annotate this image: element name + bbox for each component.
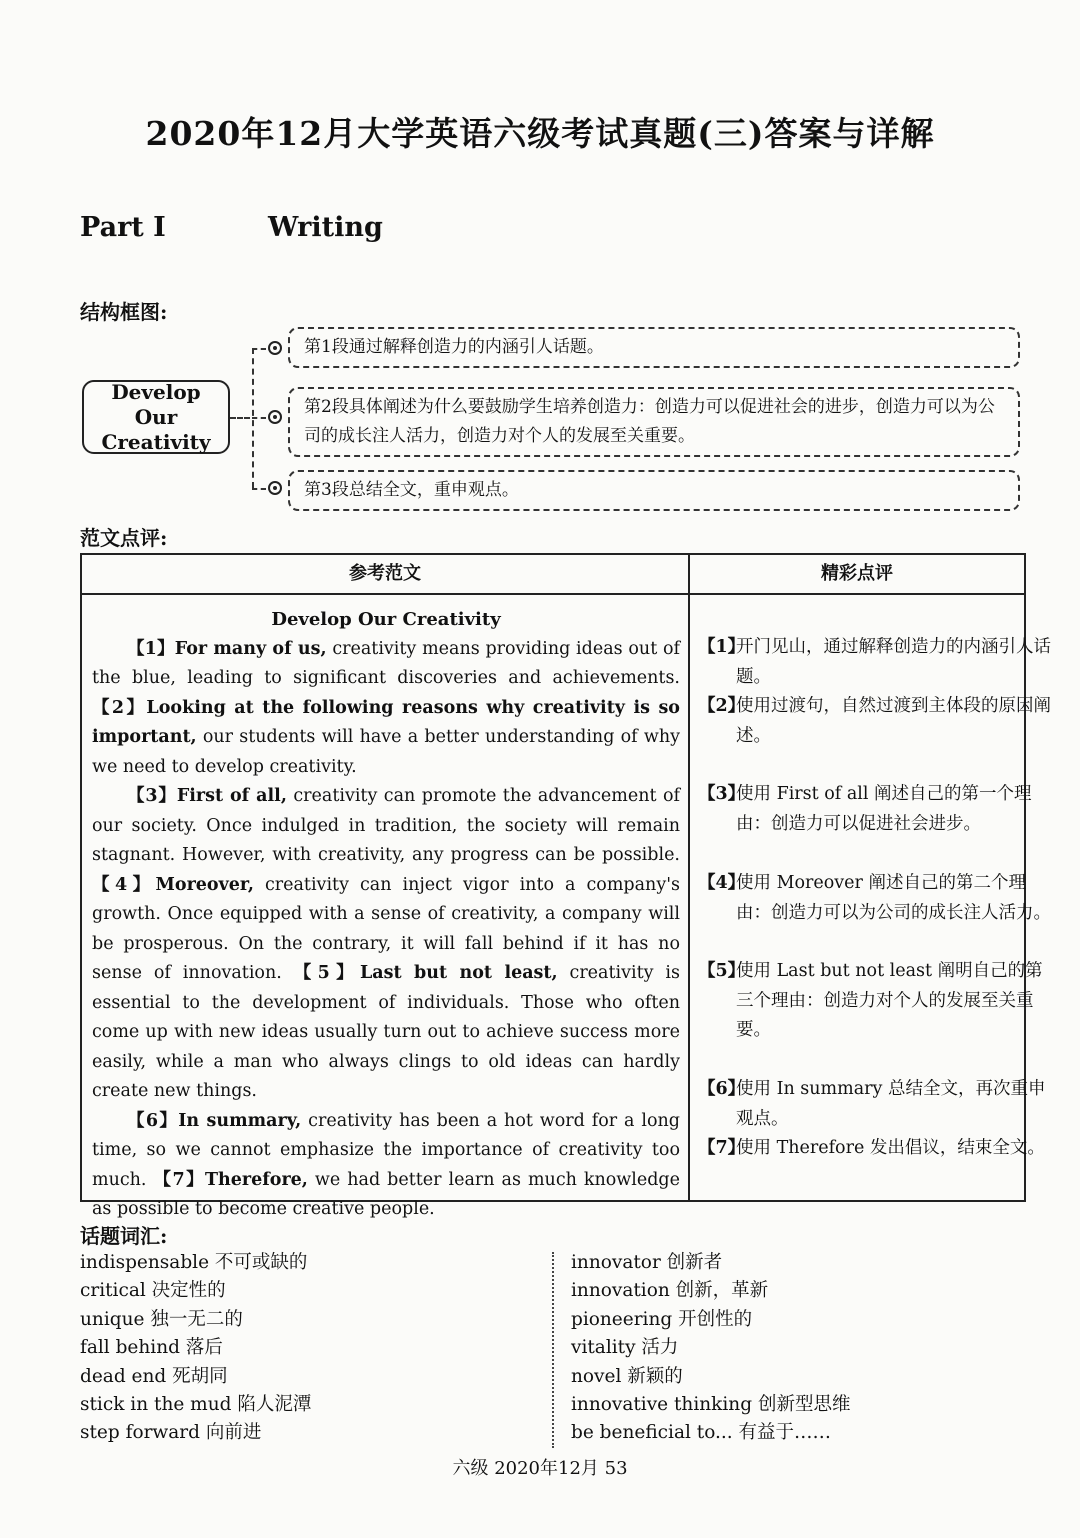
vocab-item: fall behind 落后 (80, 1337, 223, 1359)
vocab-item: indispensable 不可或缺的 (80, 1252, 308, 1273)
connector (252, 488, 266, 490)
essay-paragraph (92, 782, 680, 1107)
vocab-item: step forward 向前进 (80, 1422, 262, 1444)
essay-text: we had better learn as much knowledge as possible to become creative people. (92, 1169, 680, 1219)
vocab-item: critical 决定性的 (80, 1280, 226, 1302)
sentence-marker: 【5】 (293, 963, 360, 983)
vocab-item: innovative thinking 创新型思维 (571, 1394, 851, 1416)
table-header-row (82, 555, 1024, 595)
highlighted-phrase: First of all, (176, 786, 287, 806)
essay-table (80, 553, 1051, 1219)
part-label: Part Ⅰ (80, 212, 166, 243)
highlighted-phrase: For many of us, (174, 638, 327, 659)
comment-item (698, 692, 1056, 751)
connector (230, 417, 250, 419)
essay-text: creativity is essential to the development of individuals. Those who often come up with new ideas usually turn out to achieve success more easily, while a man who always clings to old ideas can hardly create new things. (92, 963, 681, 1101)
branch-node (268, 410, 282, 424)
sentence-marker: 【3】 (127, 786, 177, 806)
comment-item (698, 869, 1056, 928)
comment-column-header: 精彩点评 (821, 563, 893, 584)
vocab-label: 话题词汇: (80, 1224, 168, 1248)
essay-body (92, 635, 680, 1225)
comment-text: 使用 Moreover 阐述自己的第二个理由：创造力可以为公司的成长注人活力。 (736, 873, 1051, 923)
comment-text: 开门见山，通过解释创造力的内涵引人话题。 (736, 637, 1051, 687)
sentence-marker: 【7】 (153, 1169, 206, 1190)
column-divider (688, 555, 690, 1200)
root-node: Develop Our Creativity (82, 380, 230, 454)
highlighted-phrase: Last but not least, (359, 963, 558, 983)
sentence-marker: 【2】 (92, 697, 147, 718)
comment-item (698, 1075, 1056, 1134)
essay-title: Develop Our Creativity (271, 609, 501, 630)
comment-item (698, 957, 1056, 1046)
paragraph-1-box: 第1段通过解释创造力的内涵引人话题。 (288, 327, 1020, 368)
branch-node (268, 481, 282, 495)
paragraph-2-box: 第2段具体阐述为什么要鼓励学生培养创造力：创造力可以促进社会的进步，创造力可以为公司的成长注人活力，创造力对个人的发展至关重要。 (288, 387, 1020, 457)
comment-text: 使用 Therefore 发出倡议，结束全文。 (736, 1138, 1045, 1158)
branch-node (268, 341, 282, 355)
essay-text: creativity has been a hot word for a long time, so we cannot emphasize the importance of creativity too much. (92, 1110, 680, 1190)
comment-number: 【6】 (698, 1079, 746, 1099)
essay-text: our students will have a better understanding of why we need to develop creativity. (92, 727, 680, 777)
comment-number: 【7】 (698, 1138, 746, 1158)
comment-number: 【2】 (698, 696, 746, 716)
vocab-item: novel 新颖的 (571, 1365, 683, 1387)
sentence-marker: 【1】 (127, 638, 175, 659)
sentence-marker: 【6】 (127, 1110, 179, 1131)
highlighted-phrase: Moreover, (155, 874, 254, 895)
connector (252, 348, 266, 350)
comment-text: 使用 Last but not least 阐明自己的第三个理由：创造力对个人的发展至关重要。 (736, 961, 1043, 1040)
vocab-list-left (80, 1249, 311, 1448)
vocab-item: unique 独一无二的 (80, 1308, 243, 1330)
comment-item (698, 633, 1056, 692)
comment-text: 使用 In summary 总结全文，再次重申观点。 (736, 1079, 1046, 1129)
highlighted-phrase: Therefore, (205, 1169, 308, 1190)
page-footer: 六级 2020年12月 53 (452, 1458, 628, 1479)
vocab-item: dead end 死胡同 (80, 1365, 228, 1387)
comment-text: 使用 First of all 阐述自己的第一个理由：创造力可以促进社会进步。 (736, 784, 1032, 834)
vocab-list-right (571, 1249, 850, 1448)
essay-text: creativity means providing ideas out of the blue, leading to significant discoveries and achievements. (92, 638, 680, 688)
essay-paragraph (92, 635, 680, 783)
comment-item (698, 780, 1056, 839)
review-label: 范文点评: (80, 526, 168, 550)
vocab-item: pioneering 开创性的 (571, 1308, 753, 1330)
vocab-item: be beneficial to... 有益于…… (571, 1422, 832, 1444)
essay-column-header: 参考范文 (349, 563, 421, 584)
essay-text: creativity can inject vigor into a company's growth. Once equipped with a sense of creativity, a company will be prosperous. On the contrary, it will fall behind if it has no sense of innovation. (92, 874, 680, 983)
comment-item (698, 1134, 1056, 1164)
essay-column (92, 605, 680, 1225)
paragraph-3-box: 第3段总结全文，重申观点。 (288, 470, 1020, 511)
vocab-separator (552, 1252, 554, 1448)
vocab-item: innovator 创新者 (571, 1252, 723, 1273)
comment-number: 【1】 (698, 637, 746, 657)
page-title: 2020年12月大学英语六级考试真题(三)答案与详解 (145, 114, 935, 153)
comment-number: 【4】 (698, 873, 746, 893)
comment-number: 【5】 (698, 961, 746, 981)
vocab-item: innovation 创新，革新 (571, 1280, 769, 1302)
connector (252, 417, 266, 419)
vocab-item: vitality 活力 (571, 1337, 679, 1359)
comment-number: 【3】 (698, 784, 746, 804)
structure-label: 结构框图: (80, 300, 168, 324)
essay-paragraph (92, 1107, 680, 1225)
vocab-item: stick in the mud 陷人泥潭 (80, 1394, 312, 1416)
highlighted-phrase: In summary, (178, 1110, 302, 1131)
part-name: Writing (268, 212, 383, 243)
highlighted-phrase: Looking at the following reasons why creativity is so important, (92, 697, 680, 747)
essay-text: creativity can promote the advancement of our society. Once indulged in tradition, the society will remain stagnant. However, with creativity, any progress can be possible. (92, 786, 680, 865)
sentence-marker: 【4】 (92, 874, 156, 895)
comment-text: 使用过渡句，自然过渡到主体段的原因阐述。 (736, 696, 1051, 746)
